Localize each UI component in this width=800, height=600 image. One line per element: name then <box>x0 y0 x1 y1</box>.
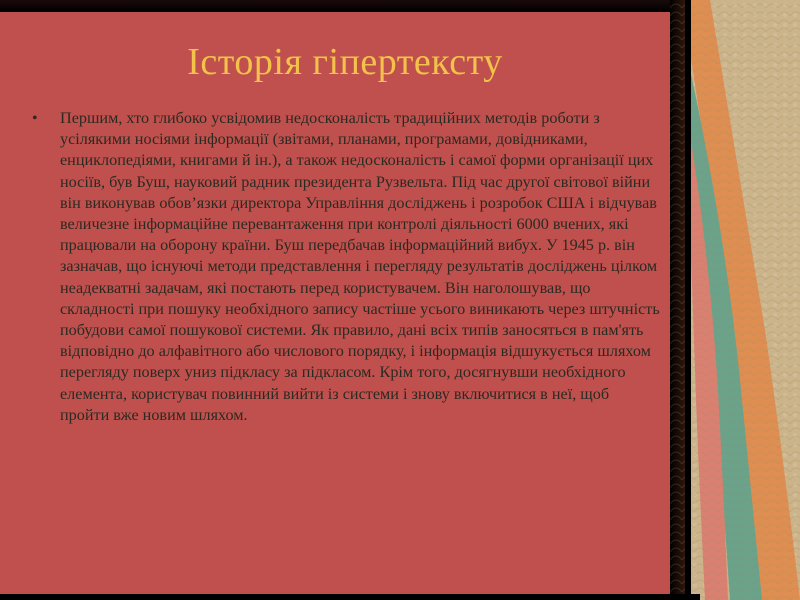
top-shadow-bar <box>0 0 700 12</box>
body-paragraph: Першим, хто глибоко усвідомив недосконалість традиційних методів роботи з усілякими носіями інформації (звітами, планами, програмами, довідниками, енциклопедіями, книгами й ін.), а також недосконалість і самої форми організації цих носіїв, був Буш, науковий радник президента Рузвельта. Під час другої світової війни він виконував обов’язки директора Управління досліджень і розробок США і відчував величезне інформаційне перевантаження при контролі діяльності 6000 вчених, які працювали на оборону країни. Буш передбачав інформаційний вибух. У 1945 р. він зазначав, що існуючі методи представлення і перегляду результатів досліджень цілком неадекватні задачам, які постають перед користувачем. Він наголошував, що складності при пошуку необхідного запису частіше усього виникають через штучність побудови самої пошукової системи. Як правило, дані всіх типів заносяться в пам'ять відповідно до алфавітного або числового порядку, і інформація відшукується шляхом перегляду поверх униз підкласу за підкласом. Крім того, досягнувши необхідного елемента, користувач повинний вийти із системи і знову включитися в неї, щоб пройти вже новим шляхом. <box>60 109 660 424</box>
bullet-marker: • <box>32 110 38 127</box>
slide-title: Історія гіпертексту <box>187 41 503 83</box>
slide-body <box>32 108 662 426</box>
bottom-shadow-bar <box>0 594 700 600</box>
decorative-ribbon-panel <box>670 0 800 600</box>
